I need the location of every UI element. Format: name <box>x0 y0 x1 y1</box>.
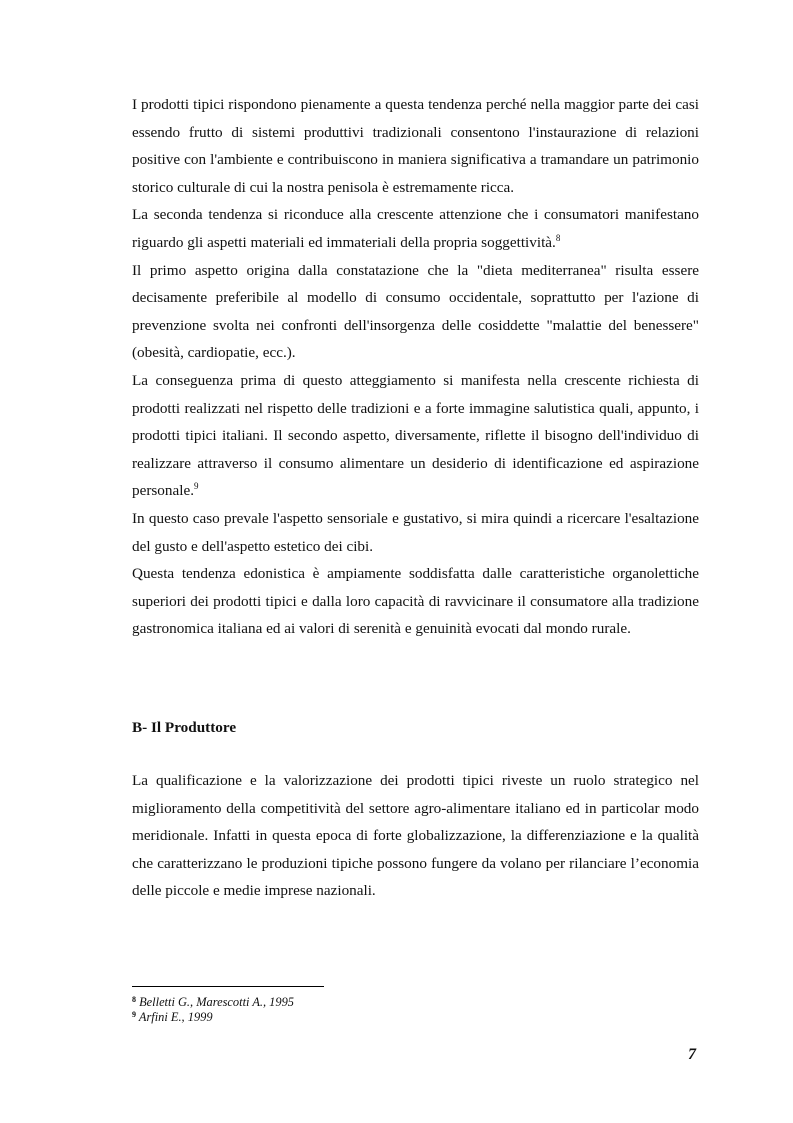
paragraph-text: La seconda tendenza si riconduce alla crescente attenzione che i consumatori manifestano riguardo gli aspetti materiali ed immateriali della propria soggettività. <box>132 206 699 251</box>
footnotes <box>132 995 294 1025</box>
paragraph: Questa tendenza edonistica è ampiamente soddisfatta dalle caratteristiche organolettiche superiori dei prodotti tipici e dalla loro capacità di ravvicinare il consumatore alla tradizione gastronomica italiana ed ai valori di serenità e genuinità evocati dal mondo rurale. <box>132 565 699 638</box>
footnote-number: 8 <box>132 995 136 1004</box>
footnote-number: 9 <box>132 1010 136 1019</box>
footnote-text: Arfini E., 1999 <box>138 1010 213 1024</box>
paragraph: Il primo aspetto origina dalla constatazione che la "dieta mediterranea" risulta essere decisamente preferibile al modello di consumo occidentale, soprattutto per l'azione di prevenzione svolta nei confronti dell'insorgenza delle cosiddette "malattie del benessere" (obesità, cardiopatie, ecc.). <box>132 261 699 362</box>
footnote-separator <box>132 986 324 987</box>
body-text-section-1 <box>132 91 699 643</box>
paragraph <box>132 201 699 256</box>
paragraph <box>132 367 699 505</box>
footnote-ref: 8 <box>555 232 561 243</box>
footnote <box>132 1010 294 1025</box>
footnote <box>132 995 294 1010</box>
paragraph: La qualificazione e la valorizzazione dei prodotti tipici riveste un ruolo strategico nel miglioramento della competitività del settore agro-alimentare italiano ed in particolar modo meridionale. Infatti in questa epoca di forte globalizzazione, la differenziazione e la qualità che caratterizzano le produzioni tipiche possono fungere da volano per rilanciare l’economia delle piccole e medie imprese nazionali. <box>132 772 699 900</box>
page-number: 7 <box>688 1046 696 1063</box>
paragraph-text: La conseguenza prima di questo atteggiamento si manifesta nella crescente richiesta di prodotti realizzati nel rispetto delle tradizioni e a forte immagine salutistica quali, appunto, i prodotti tipici italiani. Il secondo aspetto, diversamente, riflette il bisogno dell'individuo di realizzare attraverso il consumo alimentare un desiderio di identificazione ed aspirazione personale. <box>132 371 699 500</box>
footnote-ref: 9 <box>194 481 199 492</box>
paragraph: In questo caso prevale l'aspetto sensoriale e gustativo, si mira quindi a ricercare l'esaltazione del gusto e dell'aspetto estetico dei cibi. <box>132 509 699 555</box>
footnote-text: Belletti G., Marescotti A., 1995 <box>139 995 294 1009</box>
paragraph: I prodotti tipici rispondono pienamente a questa tendenza perché nella maggior parte dei casi essendo frutto di sistemi produttivi tradizionali consentono l'instaurazione di relazioni positive con l'ambiente e contribuiscono in maniera significativa a tramandare un patrimonio storico culturale di cui la nostra penisola è estremamente ricca. <box>132 96 699 196</box>
body-text-section-2 <box>132 767 699 905</box>
section-heading: B- Il Produttore <box>132 719 237 736</box>
